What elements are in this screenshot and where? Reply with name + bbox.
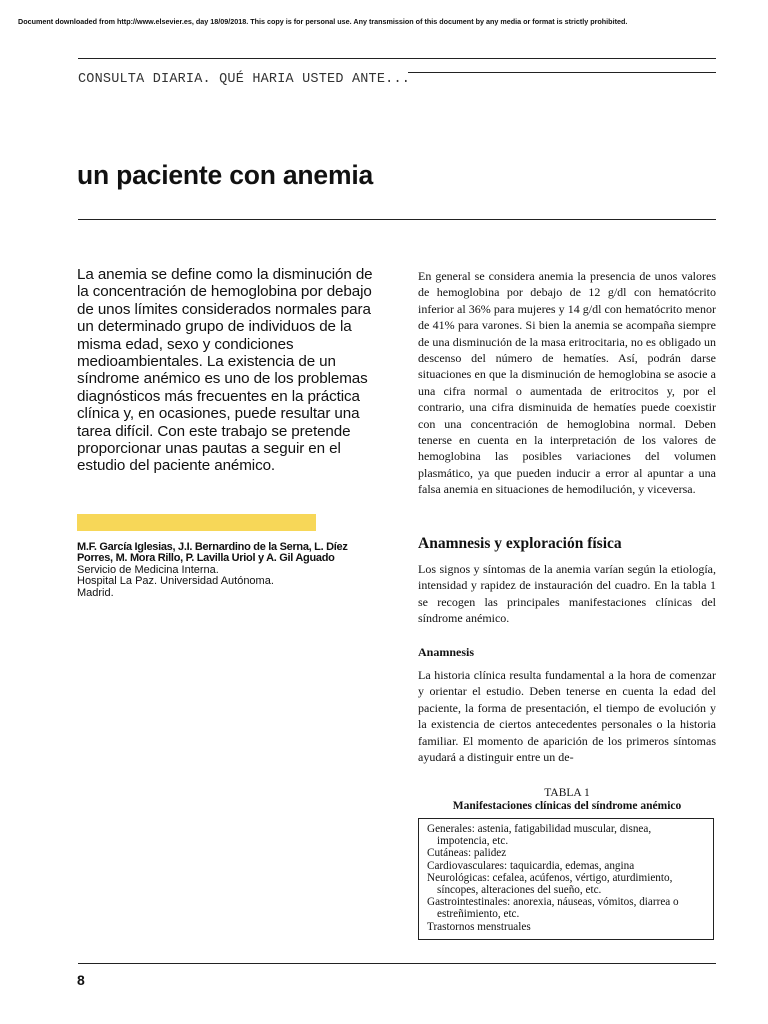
table-row: Gastrointestinales: anorexia, náuseas, vómitos, diarrea o estreñimiento, etc. bbox=[427, 896, 679, 921]
section-rule bbox=[408, 72, 716, 73]
abstract: La anemia se define como la disminución de la concentración de hemoglobina por debajo de unos límites considerados normales para un determinado grupo de individuos de la misma edad, sexo y condiciones medioambientales. La existencia de un síndrome anémico es uno de los problemas diagnósticos más frecuentes en la práctica clínica y, en ocasiones, puede resultar una tarea difícil. Con este trabajo se pretende proporcionar unas pautas a seguir en el estudio del paciente anémico. bbox=[77, 266, 373, 475]
section-heading: Anamnesis y exploración física bbox=[418, 535, 622, 552]
highlight-bar bbox=[77, 514, 316, 531]
body-paragraph-block bbox=[418, 561, 716, 627]
table-box bbox=[418, 818, 714, 940]
table-row: Trastornos menstruales bbox=[427, 920, 531, 933]
body-paragraph: Los signos y síntomas de la anemia varían según la etiología, intensidad y rapidez de instauración del cuadro. En la tabla 1 se recogen las principales manifestaciones clínicas del síndrome anémico. bbox=[418, 562, 716, 626]
table-caption bbox=[418, 787, 716, 813]
article-title: un paciente con anemia bbox=[77, 160, 374, 190]
intro-paragraph-block bbox=[418, 268, 716, 498]
table-row: Generales: astenia, fatigabilidad muscular, disnea, impotencia, etc. bbox=[427, 823, 652, 848]
affiliation-line: Hospital La Paz. Universidad Autónoma. bbox=[77, 575, 274, 588]
table-row: Cardiovasculares: taquicardia, edemas, angina bbox=[427, 859, 635, 872]
section-heading-block bbox=[418, 535, 716, 553]
body-paragraph-block bbox=[418, 667, 716, 765]
table-row: Neurológicas: cefalea, acúfenos, vértigo, aturdimiento, síncopes, alteraciones del sueño, etc. bbox=[427, 871, 673, 897]
table-title: Manifestaciones clínicas del síndrome anémico bbox=[452, 800, 682, 812]
footer-rule bbox=[78, 963, 716, 964]
section-label: CONSULTA DIARIA. QUÉ HARIA USTED ANTE... bbox=[78, 72, 411, 87]
top-rule bbox=[78, 58, 716, 59]
author-block bbox=[77, 542, 367, 599]
affiliation-line: Madrid. bbox=[77, 586, 114, 599]
download-notice: Document downloaded from http://www.elsevier.es, day 18/09/2018. This copy is for personal use. Any transmission of this document by any media or format is strictly prohibited. bbox=[18, 17, 628, 26]
author-names: M.F. García Iglesias, J.I. Bernardino de la Serna, L. Díez Porres, M. Mora Rillo, P. Lavilla Uriol y A. Gil Aguado bbox=[77, 541, 348, 565]
intro-paragraph: En general se considera anemia la presencia de unos valores de hemoglobina por debajo de 12 g/dl con hematócrito inferior al 36% para mujeres y 14 g/dl con hematócrito menor de 41% para varones. Si bien la anemia se acompaña siempre de una disminución de la masa eritrocitaria, no es obligado un descenso del número de hematíes. Así, podrán darse situaciones en que la disminución de hemoglobina se asocie a una cifra normal o aumentada de eritrocitos y, por el contrario, una cifra disminuida de hematíes puede coexistir con una concentración de hemoglobina normal. Deben tenerse en cuenta en la interpretación de los valores de hemoglobina las posibles variaciones del volumen plasmático, ya que pueden inducir a error al apuntar a una falsa anemia en situaciones de hemodilución, y viceversa. bbox=[418, 269, 716, 497]
subsection-heading-block bbox=[418, 645, 716, 660]
table-number: TABLA 1 bbox=[544, 787, 590, 799]
affiliation-line: Servicio de Medicina Interna. bbox=[77, 563, 219, 576]
subsection-heading: Anamnesis bbox=[418, 645, 475, 659]
table-row: Cutáneas: palidez bbox=[427, 847, 507, 860]
page-number: 8 bbox=[77, 972, 85, 988]
body-paragraph: La historia clínica resulta fundamental a la hora de comenzar y orientar el estudio. Deben tenerse en cuenta la edad del paciente, la forma de presentación, el tiempo de evolución y la existencia de ciertos antecedentes personales o la historia familiar. El momento de aparición de los primeros síntomas ayudará a distinguir entre un de- bbox=[418, 668, 716, 765]
title-rule bbox=[78, 219, 716, 220]
